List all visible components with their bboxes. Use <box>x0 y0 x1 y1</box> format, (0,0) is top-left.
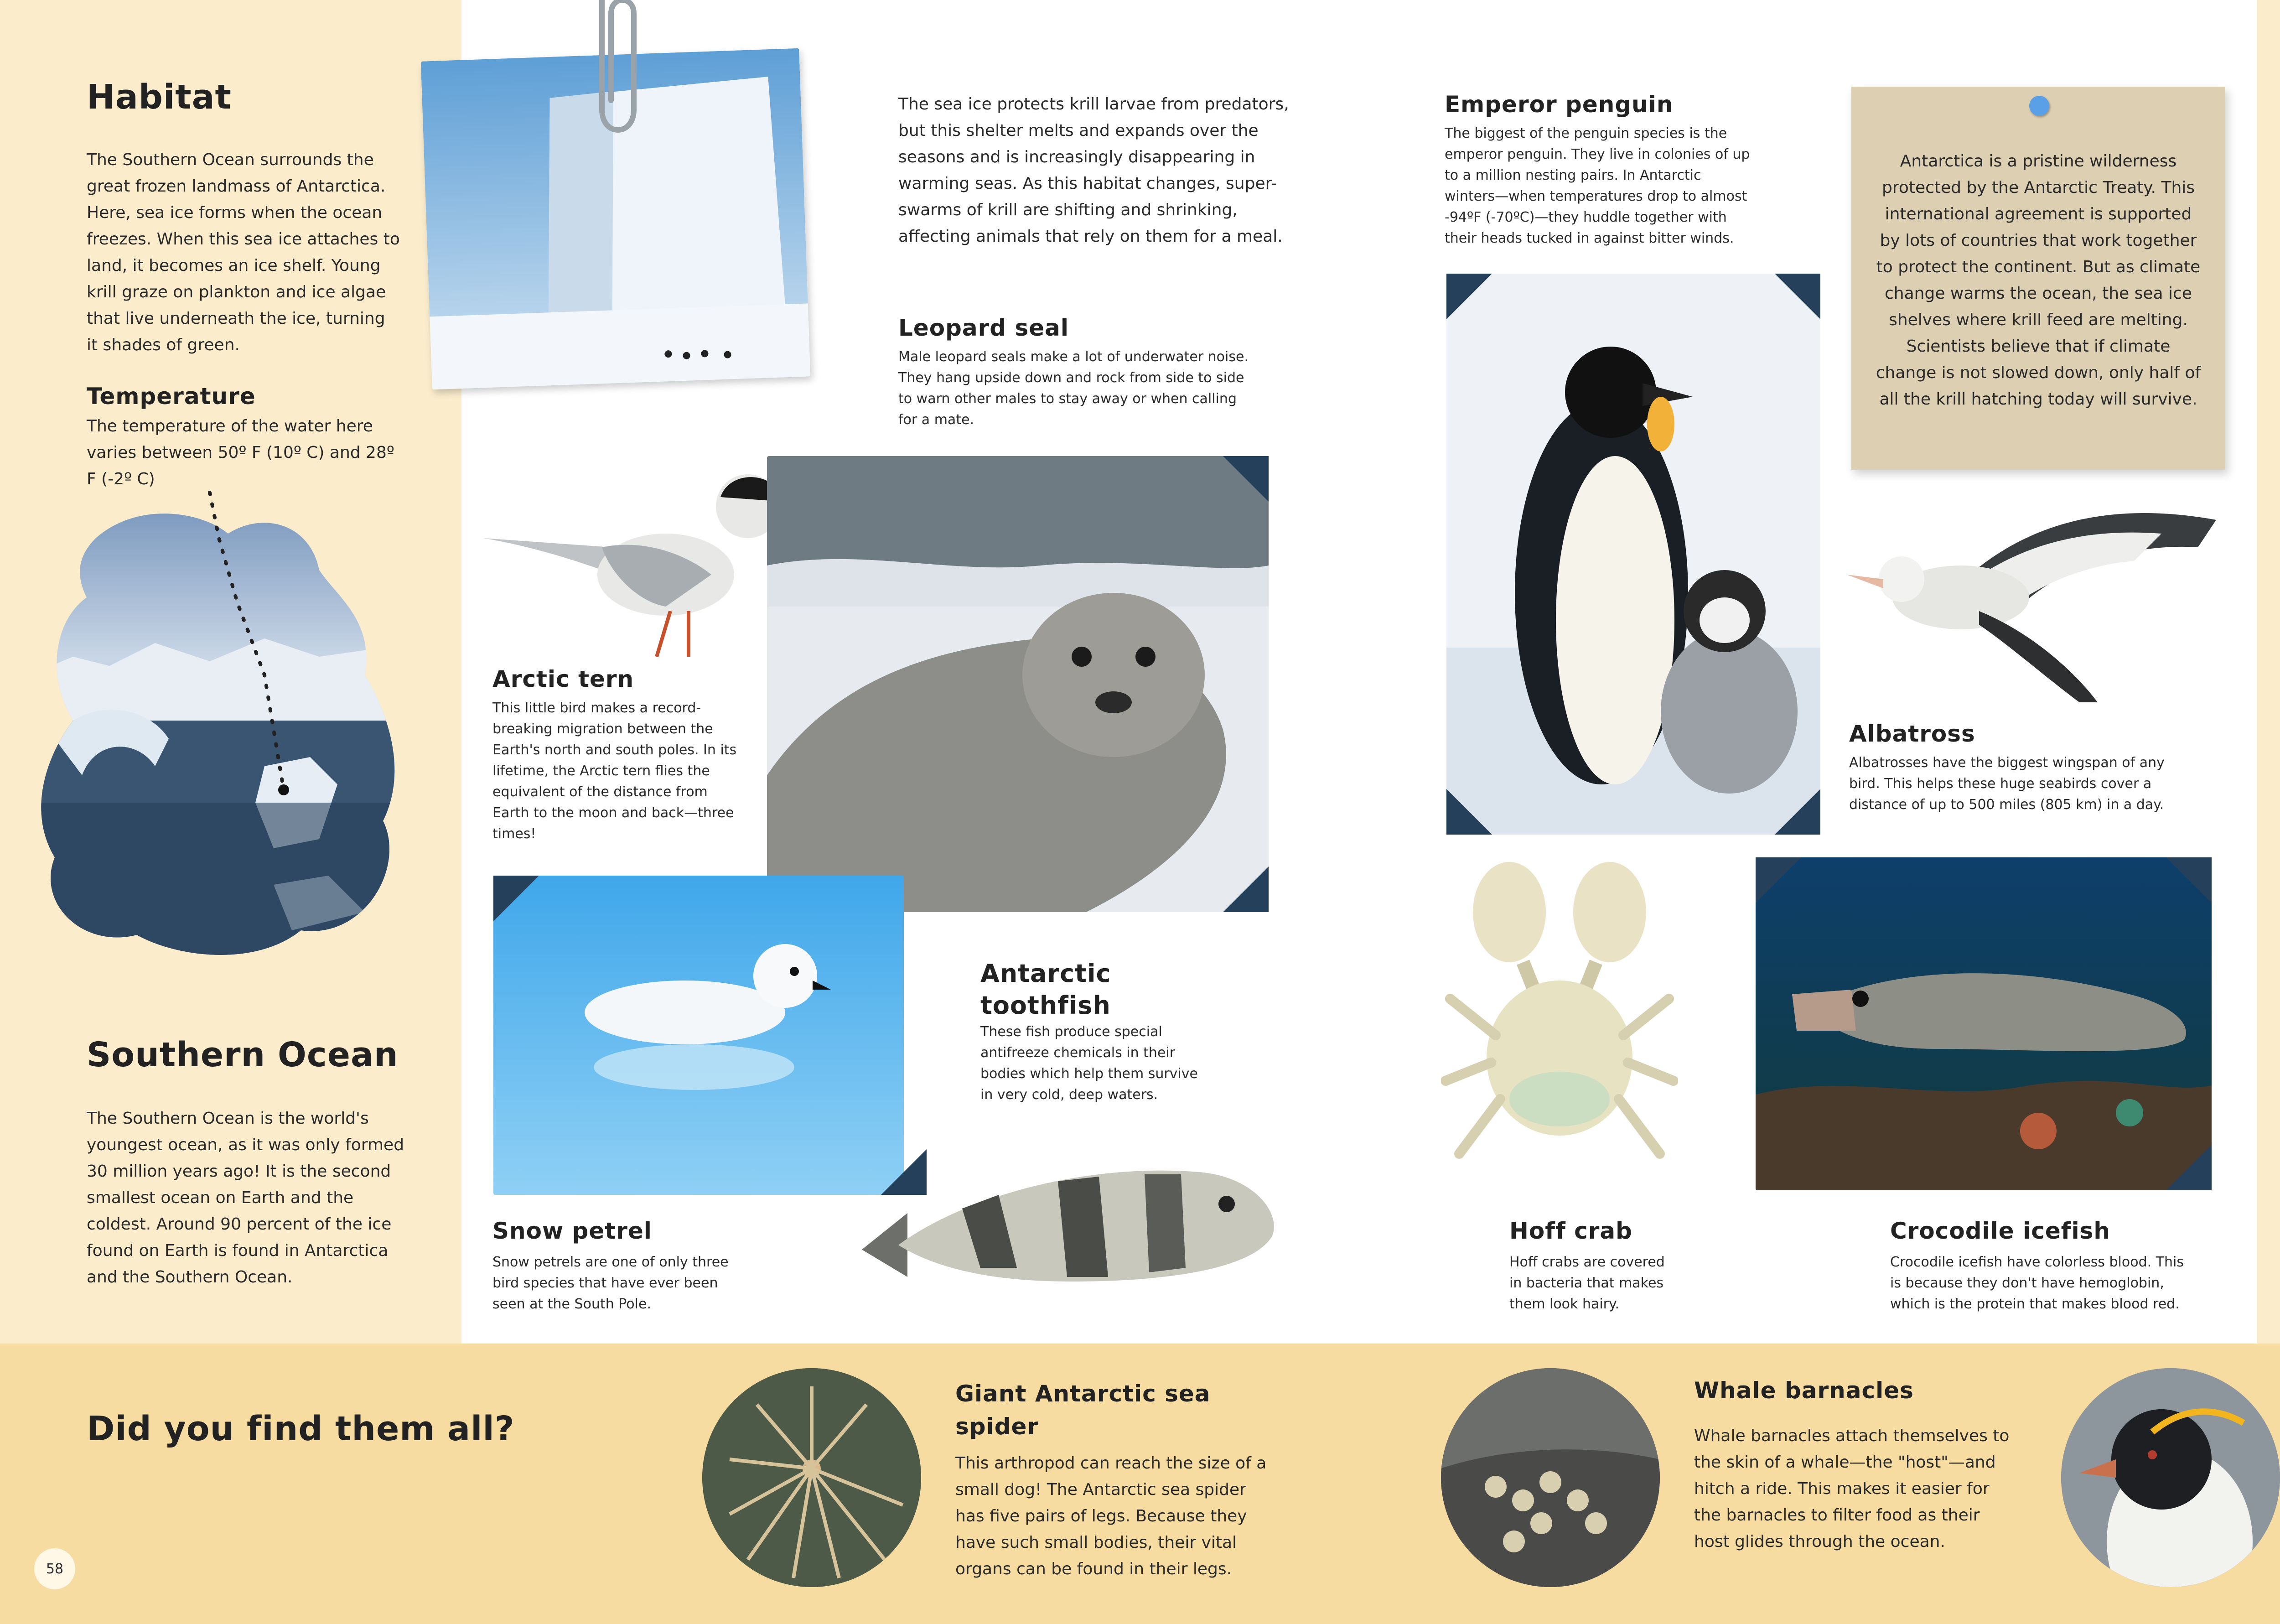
right-panel <box>2257 0 2280 1344</box>
pin-icon <box>2029 96 2049 116</box>
paper-clip-icon <box>584 0 643 146</box>
habitat-text: The Southern Ocean surrounds the great frozen landmass of Antarctica. Here, sea ice forms when the ocean freezes. When this sea ice attaches to land, it becomes an ice shelf. Young krill graze on plankton and ice algae that live underneath the ice, turning it shades of green. <box>87 150 400 354</box>
crocodile-icefish-heading: Crocodile icefish <box>1890 1218 2111 1244</box>
emperor-penguin-photo <box>1446 274 1820 835</box>
toothfish-text: These fish produce special antifreeze chemicals in their bodies which help them survive in very cold, deep waters. <box>980 1024 1198 1103</box>
toothfish-illustration <box>853 1131 1286 1313</box>
emperor-penguin-text: The biggest of the penguin species is the emperor penguin. They live in colonies of up to a million nesting pairs. In Antarctic winters—when temperatures drop to almost -94ºF (-70ºC)—they huddle together with their heads tucked in against bitter winds. <box>1445 125 1750 246</box>
whale-barnacles-photo <box>1441 1368 1660 1587</box>
leopard-seal-text: Male leopard seals make a lot of underwater noise. They hang upside down and rock from side to side to warn other males to stay away or when calling for a mate. <box>898 349 1249 428</box>
whale-barnacles-text: Whale barnacles attach themselves to the skin of a whale—the "host"—and hitch a ride. This makes it easier for the barnacles to filter food as their host glides through the ocean. <box>1694 1427 2010 1551</box>
habitat-heading: Habitat <box>87 78 232 117</box>
hoff-crab-illustration <box>1441 844 1678 1209</box>
find-them-all-heading: Did you find them all? <box>87 1409 515 1448</box>
photo-corner <box>493 876 539 921</box>
sea-spider-heading: Giant Antarctic sea spider <box>955 1380 1211 1440</box>
toothfish-heading: Antarctic toothfish <box>980 959 1111 1020</box>
photo-corner <box>1223 866 1269 912</box>
photo-corner <box>1775 274 1820 319</box>
photo-corner <box>2166 1145 2212 1190</box>
page-number-left: 58 <box>34 1548 75 1589</box>
southern-ocean-heading: Southern Ocean <box>87 1035 399 1074</box>
crocodile-icefish-photo <box>1756 857 2212 1190</box>
albatross-heading: Albatross <box>1849 721 1975 747</box>
leopard-seal-heading: Leopard seal <box>898 315 1069 341</box>
albatross-illustration <box>1842 493 2225 707</box>
hoff-crab-text: Hoff crabs are covered in bacteria that makes them look hairy. <box>1509 1254 1665 1312</box>
hoff-crab-heading: Hoff crab <box>1509 1218 1632 1244</box>
arctic-tern-heading: Arctic tern <box>492 666 634 692</box>
photo-corner <box>1756 857 1801 903</box>
crocodile-icefish-text: Crocodile icefish have colorless blood. This is because they don't have hemoglobin, which is the protein that makes blood red. <box>1890 1254 2184 1312</box>
snow-petrel-photo <box>493 876 904 1195</box>
arctic-tern-text: This little bird makes a record-breaking migration between the Earth's north and south poles. In its lifetime, the Arctic tern flies the equivalent of the distance from Earth to the moon and back—three times! <box>492 700 737 842</box>
photo-corner <box>2166 857 2212 903</box>
antarctic-treaty-note <box>1851 87 2225 470</box>
southern-ocean-illustration <box>18 483 442 985</box>
leopard-seal-photo <box>767 456 1269 912</box>
temperature-heading: Temperature <box>87 383 256 410</box>
photo-corner <box>1446 274 1492 319</box>
photo-corner <box>1223 456 1269 502</box>
sea-ice-text: The sea ice protects krill larvae from predators, but this shelter melts and expands over the seasons and is increasingly disappearing in warming seas. As this habitat changes, super-swarms of krill are shifting and shrinking, affecting animals that rely on them for a meal. <box>898 95 1289 246</box>
photo-corner <box>1446 789 1492 835</box>
emperor-penguin-heading: Emperor penguin <box>1445 91 1674 118</box>
whale-barnacles-heading: Whale barnacles <box>1694 1377 1914 1404</box>
macaroni-penguin-photo <box>2061 1368 2280 1587</box>
snow-petrel-text: Snow petrels are one of only three bird species that have ever been seen at the South Pole. <box>492 1254 729 1312</box>
sea-spider-photo <box>702 1368 921 1587</box>
temperature-text: The temperature of the water here varies between 50º F (10º C) and 28º F (-2º C) <box>87 417 394 488</box>
albatross-text: Albatrosses have the biggest wingspan of any bird. This helps these huge seabirds cover a distance of up to 500 miles (805 km) in a day. <box>1849 755 2165 813</box>
southern-ocean-text: The Southern Ocean is the world's youngest ocean, as it was only formed 30 million years ago! It is the second smallest ocean on Earth and the coldest. Around 90 percent of the ice found on Earth is found in Antarctica and the Southern Ocean. <box>87 1109 404 1287</box>
note-text: Antarctica is a pristine wilderness protected by the Antarctic Treaty. This international agreement is supported by lots of countries that work together to protect the continent. But as climate change warms the ocean, the sea ice shelves where krill feed are melting. Scientists believe that if climate change is not slowed down, only half of all the krill hatching today will survive. <box>1876 152 2201 409</box>
photo-corner <box>1775 789 1820 835</box>
sea-spider-text: This arthropod can reach the size of a small dog! The Antarctic sea spider has five pairs of legs. Because they have such small bodies, their vital organs can be found in their legs. <box>955 1454 1267 1578</box>
snow-petrel-heading: Snow petrel <box>492 1218 652 1244</box>
